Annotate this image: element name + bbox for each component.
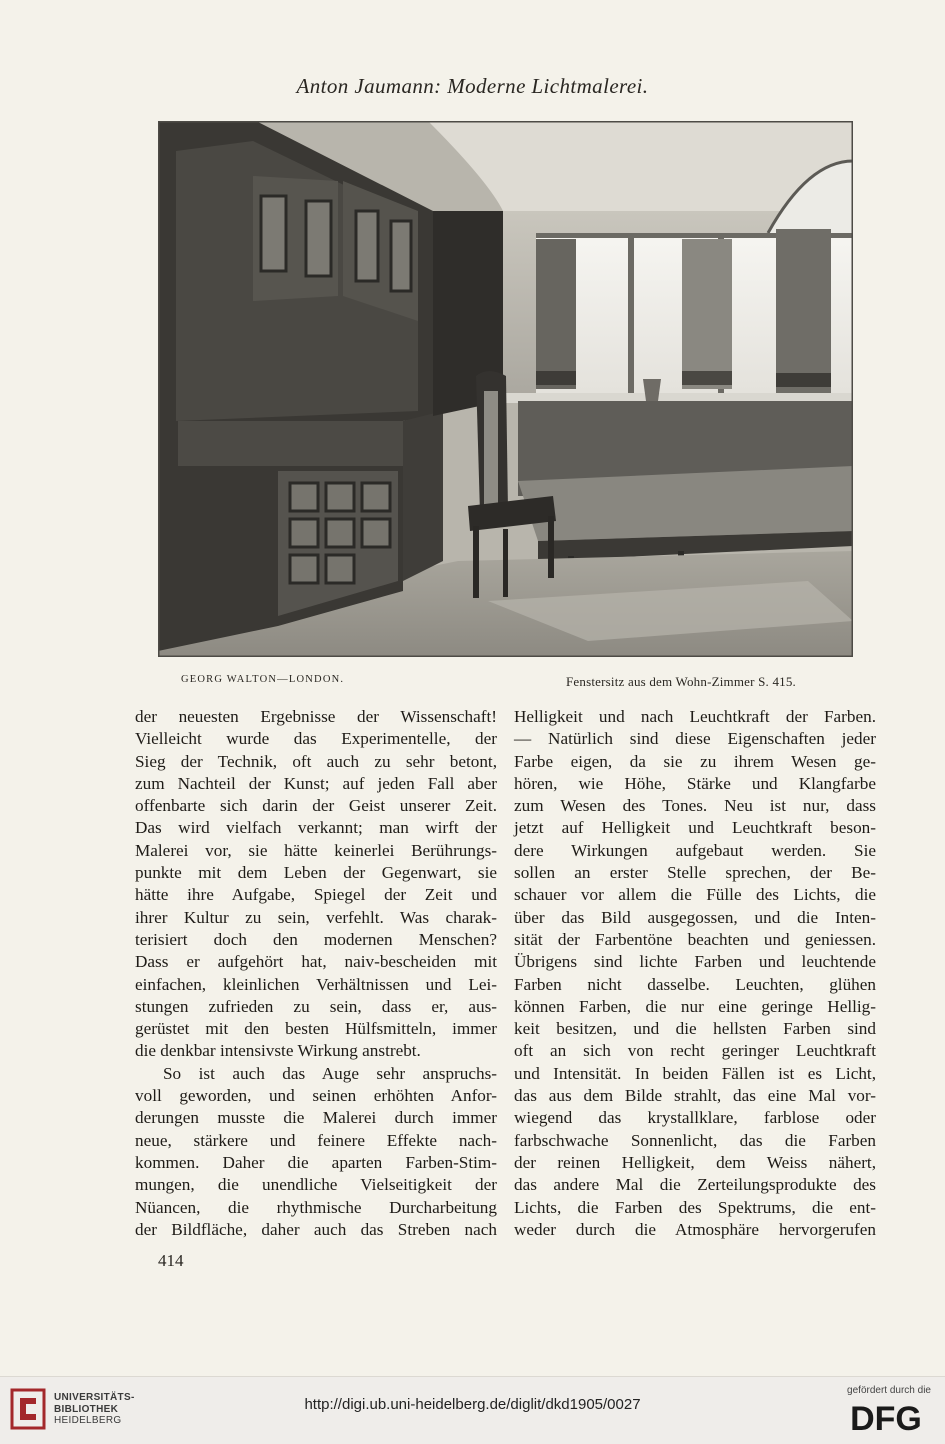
text-line: So ist auch das Auge sehr anspruchs- [163, 1063, 497, 1083]
text-line: ihrer Kultur zu sein, verfehlt. Was charak- [135, 907, 497, 927]
text-line: der Bildfläche, daher auch das Streben nach [135, 1219, 497, 1239]
text-line: über das Bild ausgegossen, und die Inten- [514, 907, 876, 927]
text-line: und Intensität. In beiden Fällen ist es Licht, [514, 1063, 876, 1083]
text-line: Farben nicht dasselbe. Leuchten, glühen [514, 974, 876, 994]
interior-photograph [158, 121, 853, 657]
text-line: keit besitzen, und die hellsten Farben sind [514, 1019, 876, 1039]
text-line: der reinen Helligkeit, dem Weiss nähert, [514, 1152, 876, 1172]
text-line: Sieg der Technik, oft auch zu sehr betont, [135, 751, 497, 771]
text-line: farbschwache Sonnenlicht, das die Farben [514, 1130, 876, 1150]
left-text-column [135, 706, 497, 1241]
text-line: mungen, die unendliche Vielseitigkeit der [135, 1175, 497, 1195]
text-line: sollen an erster Stelle sprechen, der Be- [514, 863, 876, 883]
dfg-logo-icon [841, 1400, 931, 1434]
text-line: stungen zufrieden zu sein, dass er, aus- [135, 996, 497, 1016]
text-line: jetzt auf Helligkeit und Leuchtkraft beson- [514, 818, 876, 838]
text-line: Nüancen, die rhythmische Durcharbeitung [135, 1197, 497, 1217]
text-line: oft an sich von recht geringer Leuchtkraft [514, 1041, 876, 1061]
text-line: Dass er aufgehört hat, naiv-bescheiden mit [135, 952, 497, 972]
text-line: zum Nachteil der Kunst; auf jeden Fall aber [135, 773, 497, 793]
text-line: einfachen, kleinlichen Verhältnissen und Lei- [135, 974, 497, 994]
text-line: können Farben, die nur eine geringe Hellig- [514, 996, 876, 1016]
text-line: voll geworden, und seinen erhöhten Anfor- [135, 1086, 497, 1106]
text-line: Vielleicht wurde das Experimentelle, der [135, 729, 497, 749]
text-line: sität der Farbentöne beachten und geniessen. [514, 929, 876, 949]
right-text-column [514, 706, 876, 1241]
figure-caption: Fenstersitz aus dem Wohn-Zimmer S. 415. [566, 674, 797, 689]
text-line: derungen musste die Malerei durch immer [135, 1108, 497, 1128]
text-line: Helligkeit und nach Leuchtkraft der Farben. [514, 707, 876, 726]
text-line: weder durch die Atmosphäre hervorgerufen [514, 1219, 876, 1239]
text-line: — Natürlich sind diese Eigenschaften jeder [514, 729, 876, 749]
page-number: 414 [158, 1251, 184, 1270]
text-line: hören, wie Höhe, Stärke und Klangfarbe [514, 773, 876, 793]
text-line: Das wird vielfach verkannt; man wirft der [135, 818, 497, 838]
photo-illustration [158, 121, 853, 657]
library-name-line: BIBLIOTHEK [54, 1403, 119, 1415]
text-line: das andere Mal die Zerteilungsprodukte des [514, 1175, 876, 1195]
dfg-logo-text: DFG [850, 1400, 922, 1434]
text-line: die denkbar intensivste Wirkung anstrebt. [135, 1041, 421, 1061]
text-line: der neuesten Ergebnisse der Wissenschaft! [135, 707, 497, 726]
text-line: Malerei vor, sie hätte keinerlei Berührungs- [135, 840, 497, 860]
text-line: hätte ihre Aufgabe, Spiegel der Zeit und [135, 885, 497, 905]
text-line: terisiert doch den modernen Menschen? [135, 929, 497, 949]
library-name-line: HEIDELBERG [54, 1415, 122, 1426]
text-line: offenbarte sich darin der Geist unserer Zeit. [135, 796, 497, 816]
text-line: schauer vor allem die Fülle des Lichts, die [514, 885, 876, 905]
text-line: gerüstet mit den besten Hülfsmitteln, immer [135, 1019, 497, 1039]
text-line: punkte mit dem Leben der Gegenwart, sie [135, 863, 497, 883]
text-line: dere Wirkungen aufgebaut werden. Sie [514, 840, 876, 860]
library-name-line: UNIVERSITÄTS- [54, 1392, 135, 1403]
text-line: neue, stärkere und feinere Effekte nach- [135, 1130, 497, 1150]
footer-bar [0, 1376, 945, 1444]
running-head: Anton Jaumann: Moderne Lichtmalerei. [296, 74, 649, 98]
text-line: Farbe eigen, da sie zu ihrem Wesen ge- [514, 751, 876, 771]
text-line: zum Wesen des Tones. Neu ist nur, dass [514, 796, 876, 816]
source-url-link[interactable]: http://digi.ub.uni-heidelberg.de/diglit/dkd1905/0027 [304, 1396, 641, 1413]
text-line: das aus dem Bilde strahlt, das eine Mal vor- [514, 1086, 876, 1106]
text-line: kommen. Daher die aparten Farben-Stim- [135, 1152, 497, 1172]
text-line: Lichts, die Farben des Spektrums, die ent- [514, 1197, 876, 1217]
photo-credit: GEORG WALTON—LONDON. [181, 674, 345, 685]
funded-by-label: gefördert durch die [847, 1385, 931, 1396]
text-line: Übrigens sind lichte Farben und leuchtende [514, 952, 876, 972]
text-line: wiegend das krystallklare, farblose oder [514, 1108, 876, 1128]
